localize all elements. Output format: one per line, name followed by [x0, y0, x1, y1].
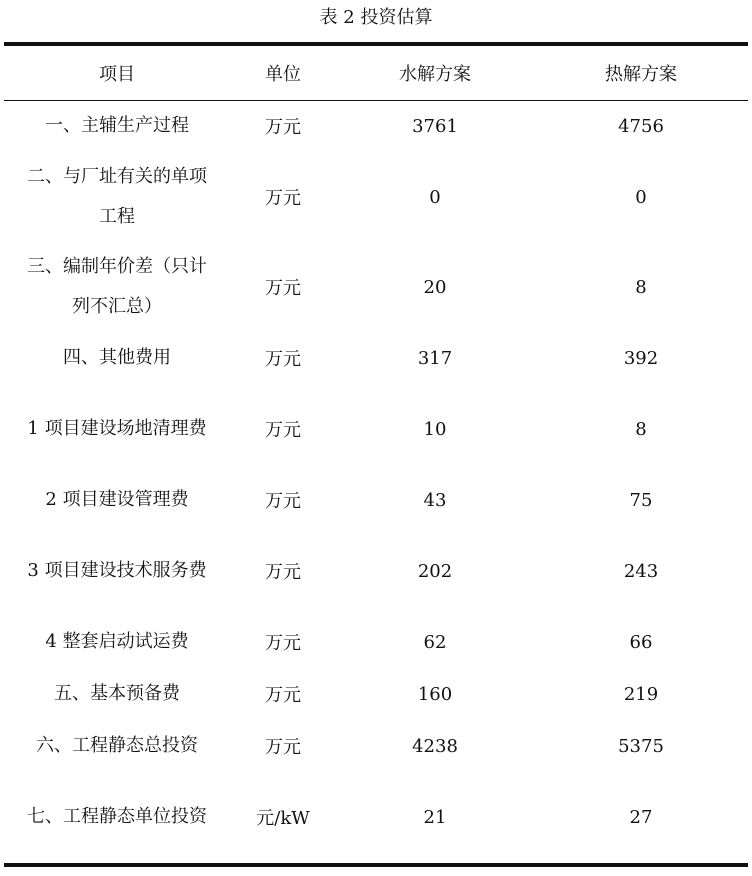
- cell-item: [4, 668, 230, 720]
- bottom-rule: [4, 863, 748, 867]
- cell-item: [4, 100, 230, 152]
- cell-water-scheme: 3761: [412, 115, 458, 137]
- cell-heat-scheme: 392: [623, 347, 659, 369]
- cell-item-text: 四、其他费用: [63, 347, 171, 368]
- cell-unit: 万元: [265, 117, 301, 138]
- cell-item: [4, 384, 230, 474]
- cell-item: [4, 332, 230, 384]
- header-item: 项目: [99, 64, 135, 85]
- cell-water-scheme: 317: [417, 347, 453, 369]
- cell-water-scheme: 21: [423, 806, 447, 828]
- cell-item: [4, 772, 230, 862]
- cell-item: [4, 526, 230, 616]
- header-heat-scheme: 热解方案: [605, 64, 677, 85]
- cell-unit: 万元: [265, 562, 301, 583]
- header-water-scheme: 水解方案: [399, 64, 471, 85]
- cell-heat-scheme: 0: [635, 186, 647, 208]
- cell-item: [4, 152, 230, 242]
- cell-water-scheme: 0: [429, 186, 441, 208]
- cell-item-text: 六、工程静态总投资: [36, 735, 198, 756]
- cell-water-scheme: 62: [423, 631, 447, 653]
- cell-heat-scheme: 8: [635, 276, 647, 298]
- cell-unit: 万元: [265, 349, 301, 370]
- cell-item-text: 一、主辅生产过程: [45, 115, 189, 136]
- table-row: [4, 100, 748, 152]
- cell-item-text: 2 项目建设管理费: [45, 489, 189, 510]
- cell-water-scheme: 4238: [412, 735, 458, 757]
- cell-heat-scheme: 8: [635, 418, 647, 440]
- cell-heat-scheme: 27: [629, 806, 653, 828]
- cell-water-scheme: 160: [417, 683, 453, 705]
- cell-unit: 万元: [265, 685, 301, 706]
- table-caption: 表 2 投资估算: [319, 7, 433, 28]
- table-row: [4, 242, 748, 332]
- cell-heat-scheme: 243: [623, 560, 659, 582]
- cell-item-text: 4 整套启动试运费: [45, 631, 189, 652]
- table-body: [4, 100, 748, 862]
- table-row: [4, 772, 748, 862]
- table-row: [4, 384, 748, 474]
- investment-estimate-table: [4, 46, 748, 862]
- cell-item-text: 七、工程静态单位投资: [27, 806, 207, 827]
- header-unit: 单位: [265, 64, 301, 85]
- cell-item-text: 1 项目建设场地清理费: [27, 418, 207, 439]
- cell-unit: 万元: [265, 420, 301, 441]
- table-row: [4, 526, 748, 616]
- cell-heat-scheme: 4756: [618, 115, 664, 137]
- cell-water-scheme: 10: [423, 418, 447, 440]
- cell-water-scheme: 202: [417, 560, 453, 582]
- cell-heat-scheme: 5375: [618, 735, 664, 757]
- cell-unit: 万元: [265, 491, 301, 512]
- cell-heat-scheme: 66: [629, 631, 653, 653]
- table-row: [4, 474, 748, 526]
- cell-item: [4, 242, 230, 332]
- cell-item-text: 3 项目建设技术服务费: [27, 560, 207, 581]
- table-row: [4, 616, 748, 668]
- table-row: [4, 152, 748, 242]
- cell-unit: 元/kW: [256, 808, 310, 829]
- cell-unit: 万元: [265, 737, 301, 758]
- table-header-row: [4, 46, 748, 100]
- table-row: [4, 332, 748, 384]
- cell-unit: 万元: [265, 278, 301, 299]
- table-row: [4, 668, 748, 720]
- cell-item: [4, 474, 230, 526]
- cell-heat-scheme: 75: [629, 489, 653, 511]
- cell-item: [4, 616, 230, 668]
- cell-water-scheme: 20: [423, 276, 447, 298]
- cell-heat-scheme: 219: [623, 683, 659, 705]
- cell-item-text: 五、基本预备费: [54, 683, 180, 704]
- cell-water-scheme: 43: [423, 489, 447, 511]
- cell-item-text: 二、与厂址有关的单项工程: [27, 166, 207, 227]
- cell-item-text: 三、编制年价差（只计列不汇总）: [27, 256, 207, 317]
- cell-unit: 万元: [265, 633, 301, 654]
- cell-item: [4, 720, 230, 772]
- cell-unit: 万元: [265, 188, 301, 209]
- table-row: [4, 720, 748, 772]
